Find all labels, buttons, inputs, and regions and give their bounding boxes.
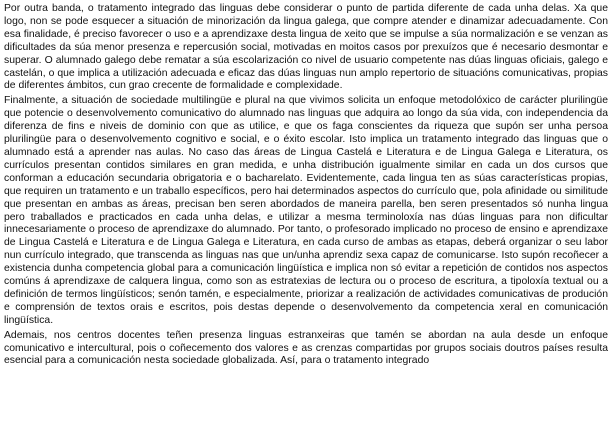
paragraph-1: Por outra banda, o tratamento integrado das linguas debe considerar o punto de partida diferente de cada unha delas. Xa que logo, non se pode esquecer a situación de minorización da lingua galega, que compre atender e dinamizar adecuadamente. Con esa finalidade, é preciso favorecer o uso e a aprendizaxe desta lingua de xeito que se impulse a súa normalización e se venzan as dificultades da súa menor presenza e repercusión social, motivadas en moitos casos por prexuízos que é necesario desmontar e superar. O alumnado galego debe rematar a súa escolarización co nivel de usuario competente nas dúas linguas oficiais, galego e castelán, o que implica a utilización adecuada e eficaz das dúas linguas nun amplo repertorio de situacións comunicativas, propias de diferentes ámbitos, cun grao crecente de formalidade e complexidade. <box>4 3 608 92</box>
paragraph-2: Finalmente, a situación de sociedade multilingüe e plural na que vivimos solicita un enfoque metodolóxico de carácter plurilingüe que potencie o desenvolvemento comunicativo do alumnado nas linguas que adquira ao longo da súa vida, con independencia da diferenza de fins e niveis de dominio con que as utilice, e que os faga conscientes da riqueza que supón ser unha persoa plurilingüe para o desenvolvemento cognitivo e social, e o éxito escolar. Isto implica un tratamento integrado das linguas que o alumnado está a aprender nas aulas. No caso das áreas de Lingua Castelá e Literatura e de Lingua Galega e Literatura, os currículos presentan contidos similares en gran medida, e unha distribución igualmente similar en cada un dos cursos que conforman a educación secundaria obrigatoria e o bacharelato. Evidentemente, cada lingua ten as súas características propias, que requiren un tratamento e un traballo específicos, pero hai determinados aspectos do currículo que, pola afinidade ou similitude que presentan en ambas as áreas, precisan ben seren abordados de maneira parella, ben seren presentados só nunha lingua pero traballados e practicados en cada unha delas, e utilizar a mesma terminoloxía nas dúas linguas para non dificultar innecesariamente o proceso de aprendizaxe do alumnado. Por tanto, o profesorado implicado no proceso de ensino e aprendizaxe de Lingua Castelá e Literatura e de Lingua Galega e Literatura, en cada curso de ambas as etapas, deberá organizar o seu labor nun currículo integrado, que transcenda as linguas nas que un/unha aprendiz sexa capaz de comunicarse. Isto supón recoñecer a existencia dunha competencia global para a comunicación lingüística e implica non só evitar a repetición de contidos nos aspectos comúns á aprendizaxe de calquera lingua, como son as estratexias de lectura ou o proceso de escritura, a tipoloxía textual ou a definición de termos lingüísticos; senón tamén, e especialmente, priorizar a realización de actividades comunicativas de produción e comprensión de textos orais e escritos, pois destas depende o desenvolvemento da competencia xeral en comunicación lingüística. <box>4 95 608 326</box>
paragraph-3: Ademais, nos centros docentes teñen presenza linguas estranxeiras que tamén se abordan na aula desde un enfoque comunicativo e intercultural, pois o coñecemento dos valores e as crenzas compartidas por grupos sociais doutros países resulta esencial para a comunicación nesta sociedade globalizada. Así, para o tratamento integrado <box>4 329 608 367</box>
document-body <box>4 3 608 368</box>
